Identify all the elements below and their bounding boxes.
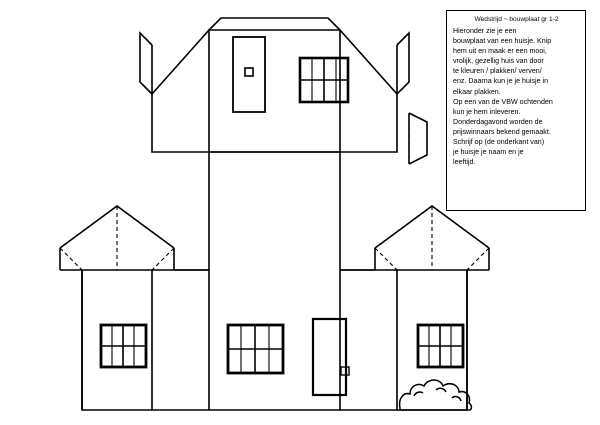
bush-decoration (400, 380, 472, 410)
roof-dormer-door (233, 37, 265, 112)
left-roof-fold (152, 30, 209, 152)
right-wing-roof (340, 206, 489, 270)
instructions-body (453, 26, 580, 167)
instructions-line: te kleuren / plakken/ verven/ (453, 67, 542, 76)
left-wing-roof (60, 206, 209, 270)
top-right-tab (397, 33, 409, 94)
top-left-tab (140, 33, 152, 94)
instructions-line: Hieronder zie je een (453, 27, 517, 35)
instructions-title: Wedstrijd ~ bouwplaat gr 1-2 (474, 16, 559, 23)
instructions-line: leeftijd. (453, 158, 476, 167)
instructions-line: Schrijf op (de onderkant van) (453, 138, 545, 147)
top-roof-main-panel (209, 18, 340, 30)
instructions-line: enz. Daarna kun je je huisje in (453, 77, 549, 86)
window-right-wing (418, 325, 463, 367)
center-upper-band (209, 30, 340, 152)
instructions-line: hem uit en maak er een mooi, (453, 47, 547, 56)
center-fold-lines (209, 30, 340, 152)
instructions-line: bouwplaat van een huisje. Knip (453, 37, 552, 46)
instructions-line: kun je hem inleveren. (453, 107, 521, 116)
instructions-line: prijswinnaars bekend gemaakt. (453, 127, 551, 136)
left-wing-fold-lines (60, 206, 174, 410)
left-roof-panel (152, 30, 209, 152)
instructions-line: Donderdagavond worden de (453, 117, 543, 126)
window-center-lower (228, 325, 283, 373)
instructions-line: vrolijk, gezellig huis van door (453, 57, 544, 66)
instructions-line: Op een van de VBW ochtenden (453, 97, 553, 106)
top-roof-edge-folds (209, 18, 340, 30)
window-left-wing (101, 325, 146, 367)
glue-tab (409, 113, 427, 164)
front-door (313, 319, 349, 395)
right-wing-wall (340, 270, 467, 410)
instructions-box (446, 10, 586, 211)
instructions-line: elkaar plakken. (453, 87, 501, 96)
instructions-line: je huisje je naam en je (453, 148, 524, 157)
